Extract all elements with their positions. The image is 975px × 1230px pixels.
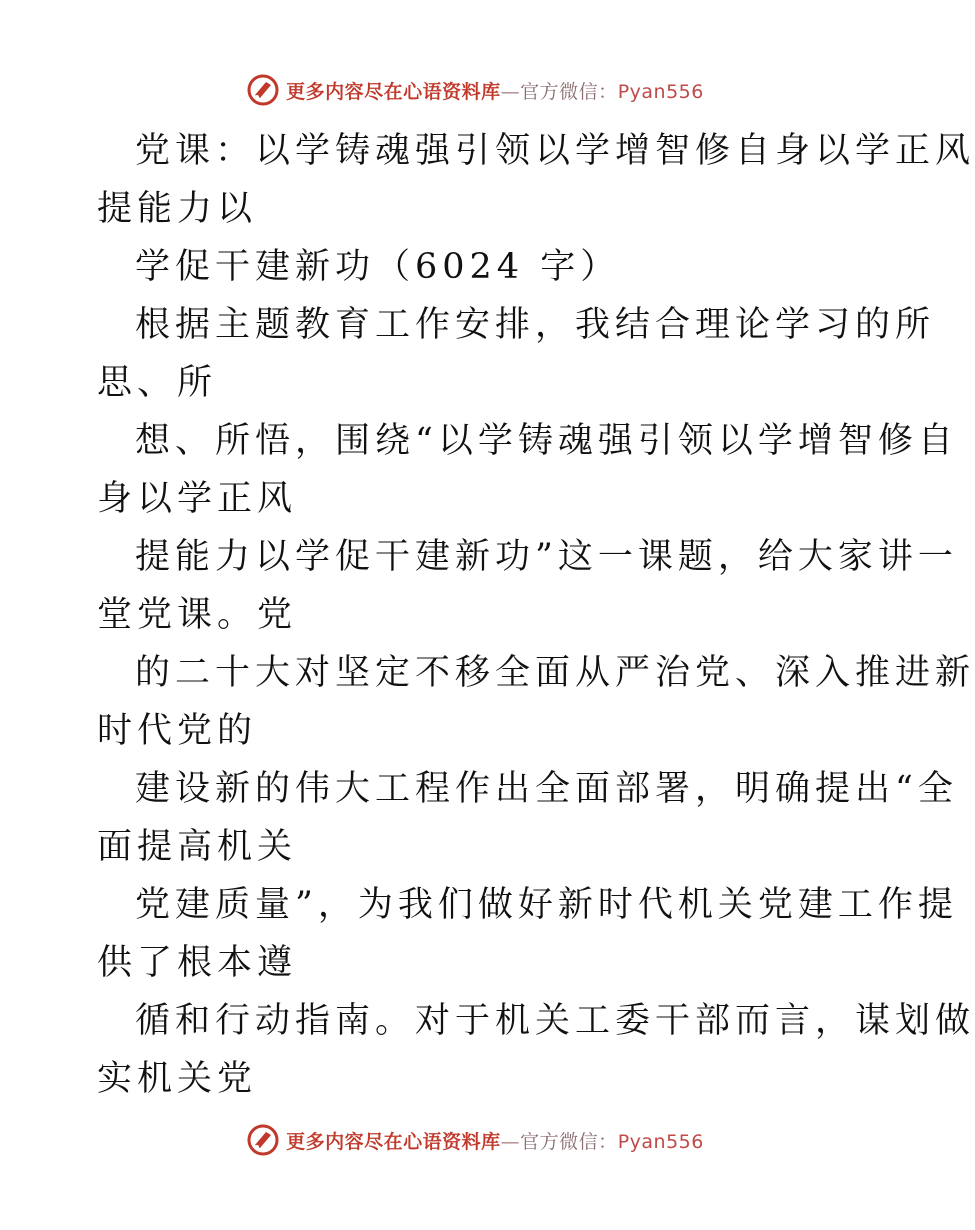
body-line: 循和行动指南。对于机关工委干部而言，谋划做	[135, 1001, 975, 1041]
body-line: 时代党的	[97, 711, 258, 751]
body-line: 党课：以学铸魂强引领以学增智修自身以学正风	[135, 131, 975, 171]
banner-dash: —	[500, 80, 521, 103]
banner-main-text: 更多内容尽在心语资料库	[286, 80, 501, 103]
document-body	[97, 122, 975, 1108]
body-line: 提能力以学促干建新功”这一课题，给大家讲一	[135, 537, 958, 577]
body-line: 想、所悟，围绕“以学铸魂强引领以学增智修自	[135, 421, 958, 461]
body-line: 建设新的伟大工程作出全面部署，明确提出“全	[135, 769, 958, 809]
banner-wechat-id: Pyan556	[617, 80, 704, 103]
body-line: 根据主题教育工作安排，我结合理论学习的所	[135, 305, 936, 345]
body-line: 党建质量”，为我们做好新时代机关党建工作提	[135, 885, 958, 925]
banner-dash: —	[500, 1130, 521, 1153]
body-line: 提能力以	[97, 189, 258, 229]
logo-icon	[246, 1123, 280, 1157]
body-line: 身以学正风	[97, 479, 298, 519]
footer-banner	[0, 1120, 950, 1160]
body-line: 供了根本遵	[97, 943, 298, 983]
body-line: 思、所	[97, 363, 218, 403]
banner-main-text: 更多内容尽在心语资料库	[286, 1130, 501, 1153]
header-banner	[0, 70, 950, 110]
logo-icon	[246, 73, 280, 107]
body-line: 学促干建新功（6024 字）	[135, 247, 621, 287]
banner-label: 官方微信：	[520, 1130, 618, 1153]
body-line: 堂党课。党	[97, 595, 298, 635]
banner-wechat-id: Pyan556	[617, 1130, 704, 1153]
banner-text	[286, 1127, 704, 1154]
body-line: 面提高机关	[97, 827, 298, 867]
banner-text	[286, 77, 704, 104]
banner-label: 官方微信：	[520, 80, 618, 103]
body-line: 实机关党	[97, 1059, 258, 1099]
body-line: 的二十大对坚定不移全面从严治党、深入推进新	[135, 653, 975, 693]
